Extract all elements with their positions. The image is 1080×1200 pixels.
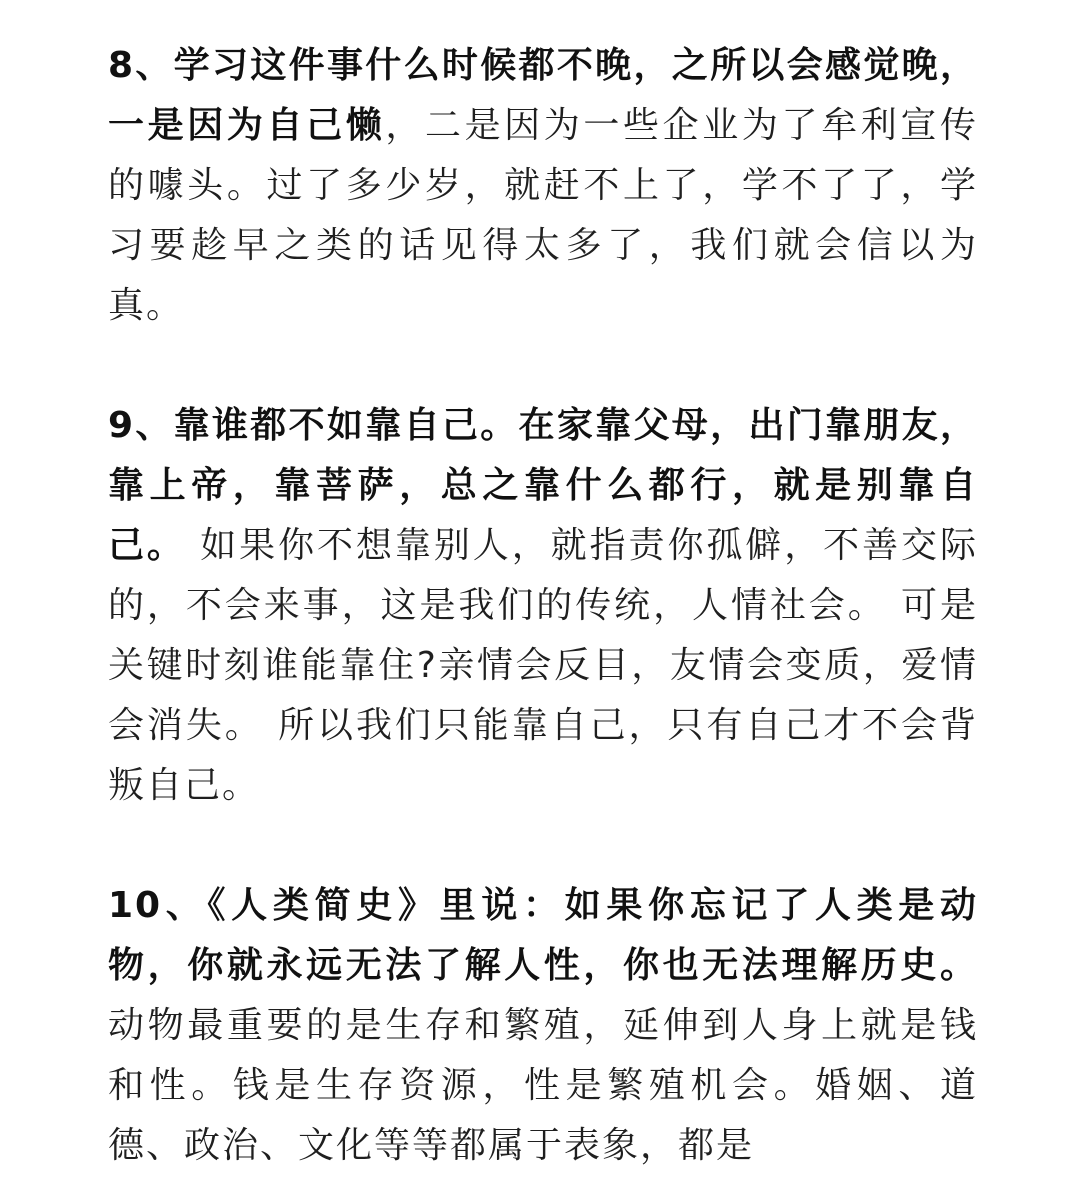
paragraph-8-body-text: ，二是因为一些企业为了牟利宣传的噱头。过了多少岁，就赶不上了，学不了了，学习要趁早之类的话见得太多了，我们就会信以为真。 — [108, 105, 978, 326]
paragraph-10-bold-text: 10、《人类简史》里说：如果你忘记了人类是动物，你就永远无法了解人性，你也无法理解历史。 — [108, 885, 978, 986]
paragraph-10 — [108, 876, 978, 1176]
paragraph-9-bold-text: 9、靠谁都不如靠自己。在家靠父母，出门靠朋友，靠上帝，靠菩萨，总之靠什么都行，就是别靠自己。 — [108, 405, 978, 566]
paragraph-8-bold-text: 8、学习这件事什么时候都不晚，之所以会感觉晚，一是因为自己懒 — [108, 45, 978, 146]
paragraph-9-body-text: 如果你不想靠别人，就指责你孤僻，不善交际的，不会来事，这是我们的传统，人情社会。 可是关键时刻谁能靠住?亲情会反目，友情会变质，爱情会消失。 所以我们只能靠自己，只有自己才不会背叛自己。 — [108, 525, 978, 806]
paragraph-9 — [108, 396, 978, 816]
paragraph-10-body-text: 动物最重要的是生存和繁殖，延伸到人身上就是钱和性。钱是生存资源，性是繁殖机会。婚姻、道德、政治、文化等等都属于表象，都是 — [108, 1005, 978, 1166]
paragraph-8 — [108, 36, 978, 336]
